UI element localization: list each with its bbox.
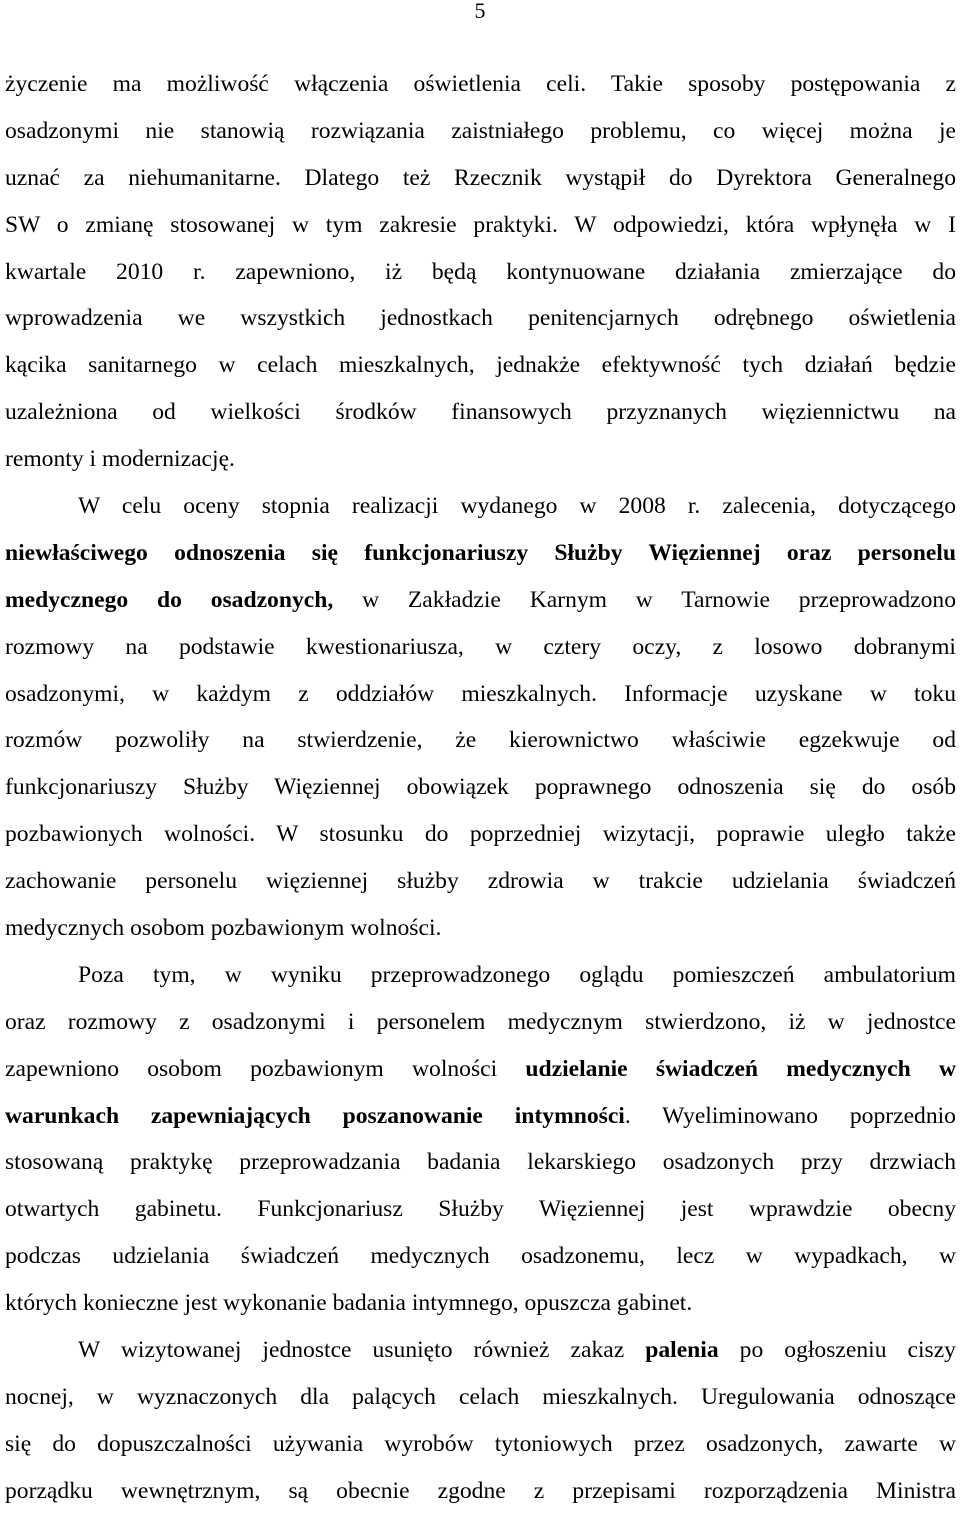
text-run: funkcjonariuszy Służby Więziennej obowiązek poprawnego odnoszenia się do osób: [5, 774, 956, 801]
page-number: 5: [474, 0, 486, 23]
text-run: SW o zmianę stosowanej w tym zakresie praktyki. W odpowiedzi, która wpłynęła w I: [5, 211, 956, 238]
bold-text: warunkach zapewniających poszanowanie intymności: [5, 1102, 625, 1129]
text-line: [5, 999, 956, 1046]
text-run: . Wyeliminowano poprzednio: [624, 1102, 956, 1129]
text-line: [5, 577, 956, 624]
text-line: [5, 483, 956, 530]
bold-text: niewłaściwego odnoszenia się funkcjonariuszy Służby Więziennej oraz personelu: [5, 539, 956, 566]
text-line: [5, 155, 956, 202]
text-line: [5, 202, 956, 249]
text-run: zachowanie personelu więziennej służby zdrowia w trakcie udzielania świadczeń: [5, 868, 956, 895]
text-run: pozbawionych wolności. W stosunku do poprzedniej wizytacji, poprawie uległo także: [5, 821, 956, 848]
text-line: [5, 1139, 956, 1186]
text-run: stosowaną praktykę przeprowadzania badania lekarskiego osadzonych przy drzwiach: [5, 1149, 956, 1176]
text-run: w Zakładzie Karnym w Tarnowie przeprowadzono: [333, 586, 956, 613]
text-run: uzależniona od wielkości środków finansowych przyznanych więziennictwu na: [5, 399, 956, 426]
text-run: podczas udzielania świadczeń medycznych osadzonemu, lecz w wypadkach, w: [5, 1243, 956, 1270]
text-run: W wizytowanej jednostce usunięto również zakaz: [78, 1337, 646, 1364]
text-line: [5, 717, 956, 764]
text-run: medycznych osobom pozbawionym wolności.: [5, 915, 442, 942]
text-run: uznać za niehumanitarne. Dlatego też Rzecznik wystąpił do Dyrektora Generalnego: [5, 164, 956, 191]
text-run: wprowadzenia we wszystkich jednostkach penitencjarnych odrębnego oświetlenia: [5, 305, 956, 332]
text-run: kwartale 2010 r. zapewniono, iż będą kontynuowane działania zmierzające do: [5, 258, 956, 285]
bold-text: udzielanie świadczeń medycznych w: [525, 1055, 956, 1082]
text-run: osadzonymi, w każdym z oddziałów mieszkalnych. Informacje uzyskane w toku: [5, 680, 956, 707]
text-run: remonty i modernizację.: [5, 446, 235, 473]
text-run: się do dopuszczalności używania wyrobów tytoniowych przez osadzonych, zawarte w: [5, 1430, 956, 1457]
text-line: [5, 295, 956, 342]
text-line: [5, 342, 956, 389]
bold-text: palenia: [645, 1337, 719, 1364]
text-line: [5, 436, 956, 483]
text-line: [5, 61, 956, 108]
text-line: [5, 1186, 956, 1233]
text-line: [5, 952, 956, 999]
text-line: [5, 249, 956, 296]
text-line: [5, 671, 956, 718]
document-body: [5, 61, 956, 1515]
text-run: rozmów pozwoliły na stwierdzenie, że kierownictwo właściwie egzekwuje od: [5, 727, 956, 754]
text-line: [5, 858, 956, 905]
text-line: [5, 1093, 956, 1140]
text-run: oraz rozmowy z osadzonymi i personelem medycznym stwierdzono, iż w jednostce: [5, 1008, 956, 1035]
text-run: porządku wewnętrznym, są obecnie zgodne z przepisami rozporządzenia Ministra: [5, 1477, 956, 1504]
text-run: Poza tym, w wyniku przeprowadzonego oglądu pomieszczeń ambulatorium: [78, 961, 956, 988]
text-line: [5, 1280, 956, 1327]
text-run: po ogłoszeniu ciszy: [718, 1337, 956, 1364]
text-line: [5, 764, 956, 811]
text-run: W celu oceny stopnia realizacji wydanego w 2008 r. zalecenia, dotyczącego: [78, 493, 956, 520]
text-line: [5, 624, 956, 671]
text-line: [5, 530, 956, 577]
text-run: życzenie ma możliwość włączenia oświetlenia celi. Takie sposoby postępowania z: [5, 71, 956, 97]
text-run: nocnej, w wyznaczonych dla palących celach mieszkalnych. Uregulowania odnoszące: [5, 1383, 956, 1410]
text-line: [5, 1233, 956, 1280]
text-line: [5, 1046, 956, 1093]
text-run: których konieczne jest wykonanie badania intymnego, opuszcza gabinet.: [5, 1290, 693, 1317]
text-line: [5, 811, 956, 858]
text-line: [5, 108, 956, 155]
text-run: rozmowy na podstawie kwestionariusza, w cztery oczy, z losowo dobranymi: [5, 633, 956, 660]
text-run: zapewniono osobom pozbawionym wolności: [5, 1055, 526, 1082]
bold-text: medycznego do osadzonych,: [5, 586, 334, 613]
text-line: [5, 1421, 956, 1468]
text-line: [5, 389, 956, 436]
text-line: [5, 1468, 956, 1515]
text-run: kącika sanitarnego w celach mieszkalnych, jednakże efektywność tych działań będzie: [5, 352, 956, 379]
text-line: [5, 1327, 956, 1374]
text-line: [5, 905, 956, 952]
text-run: otwartych gabinetu. Funkcjonariusz Służby Więziennej jest wprawdzie obecny: [5, 1196, 956, 1223]
text-run: osadzonymi nie stanowią rozwiązania zaistniałego problemu, co więcej można je: [5, 117, 956, 144]
text-line: [5, 1374, 956, 1421]
